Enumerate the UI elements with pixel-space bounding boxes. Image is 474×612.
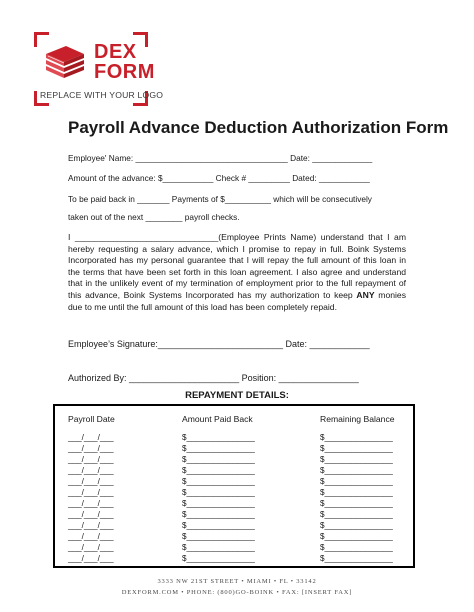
company-logo (34, 32, 164, 106)
row-balance: $_______________ (320, 477, 393, 486)
row-balance: $_______________ (320, 521, 393, 530)
logo-word-dex: DEX (94, 41, 137, 63)
row-amount: $_______________ (182, 554, 255, 563)
row-amount: $_______________ (182, 499, 255, 508)
row-amount: $_______________ (182, 521, 255, 530)
row-amount: $_______________ (182, 477, 255, 486)
row-date: ___/___/___ (68, 543, 114, 552)
row-balance: $_______________ (320, 499, 393, 508)
row-balance: $_______________ (320, 466, 393, 475)
row-amount: $_______________ (182, 510, 255, 519)
row-date: ___/___/___ (68, 466, 114, 475)
repayment-title: REPAYMENT DETAILS: (185, 390, 289, 401)
payback-terms-line: To be paid back in _______ Payments of $__________ which will be consecutively (68, 194, 372, 204)
advance-amount-line: Amount of the advance: $___________ Check # _________ Dated: ___________ (68, 173, 370, 183)
row-balance: $_______________ (320, 455, 393, 464)
row-balance: $_______________ (320, 554, 393, 563)
row-amount: $_______________ (182, 466, 255, 475)
row-date: ___/___/___ (68, 532, 114, 541)
authorized-by-line: Authorized By: ______________________ Position: ________________ (68, 373, 359, 383)
agreement-paragraph (68, 232, 406, 313)
row-amount: $_______________ (182, 532, 255, 541)
row-balance: $_______________ (320, 510, 393, 519)
row-date: ___/___/___ (68, 510, 114, 519)
payroll-date-header: Payroll Date (68, 414, 115, 424)
agreement-text: I ______________________________(Employee Prints Name) understand that I am hereby requesting a salary advance, which I promise to repay in full. Boink Systems Incorporated has my personal guarantee that I will repay the full amount of this loan in the terms that have been set forth in this loan agreement. I also agree and understand that in the unlikely event of my termination of employment prior to the full repayment of this advance, Boink Systems Incorporated has my authorization to keep (68, 232, 406, 300)
paper-stack-icon (42, 40, 88, 82)
row-date: ___/___/___ (68, 444, 114, 453)
agreement-text-end: monies due to me until the full amount of this load has been completely repaid. (68, 289, 406, 312)
row-balance: $_______________ (320, 488, 393, 497)
row-amount: $_______________ (182, 444, 255, 453)
row-balance: $_______________ (320, 444, 393, 453)
logo-tagline: REPLACE WITH YOUR LOGO (40, 90, 164, 100)
payroll-checks-line: taken out of the next ________ payroll checks. (68, 212, 240, 222)
row-balance: $_______________ (320, 433, 393, 442)
row-date: ___/___/___ (68, 433, 114, 442)
footer-address: 3333 NW 21ST STREET • MIAMI • FL • 33142 (157, 578, 317, 585)
row-date: ___/___/___ (68, 521, 114, 530)
row-amount: $_______________ (182, 488, 255, 497)
row-date: ___/___/___ (68, 488, 114, 497)
footer-contact: DEXFORM.COM • PHONE: (800)GO-BOINK • FAX: [INSERT FAX] (121, 589, 353, 596)
row-date: ___/___/___ (68, 455, 114, 464)
row-amount: $_______________ (182, 433, 255, 442)
form-title: Payroll Advance Deduction Authorization Form (68, 118, 449, 137)
employee-name-date-line: Employee' Name: _________________________________ Date: _____________ (68, 153, 373, 163)
row-balance: $_______________ (320, 543, 393, 552)
logo-word-form: FORM (94, 61, 155, 83)
agreement-emphasis: ANY (356, 289, 375, 300)
row-balance: $_______________ (320, 532, 393, 541)
row-amount: $_______________ (182, 455, 255, 464)
row-date: ___/___/___ (68, 499, 114, 508)
amount-paid-header: Amount Paid Back (182, 414, 253, 424)
row-amount: $_______________ (182, 543, 255, 552)
row-date: ___/___/___ (68, 477, 114, 486)
row-date: ___/___/___ (68, 554, 114, 563)
remaining-balance-header: Remaining Balance (320, 414, 395, 424)
employee-signature-line: Employee’s Signature:_________________________ Date: ____________ (68, 339, 370, 349)
